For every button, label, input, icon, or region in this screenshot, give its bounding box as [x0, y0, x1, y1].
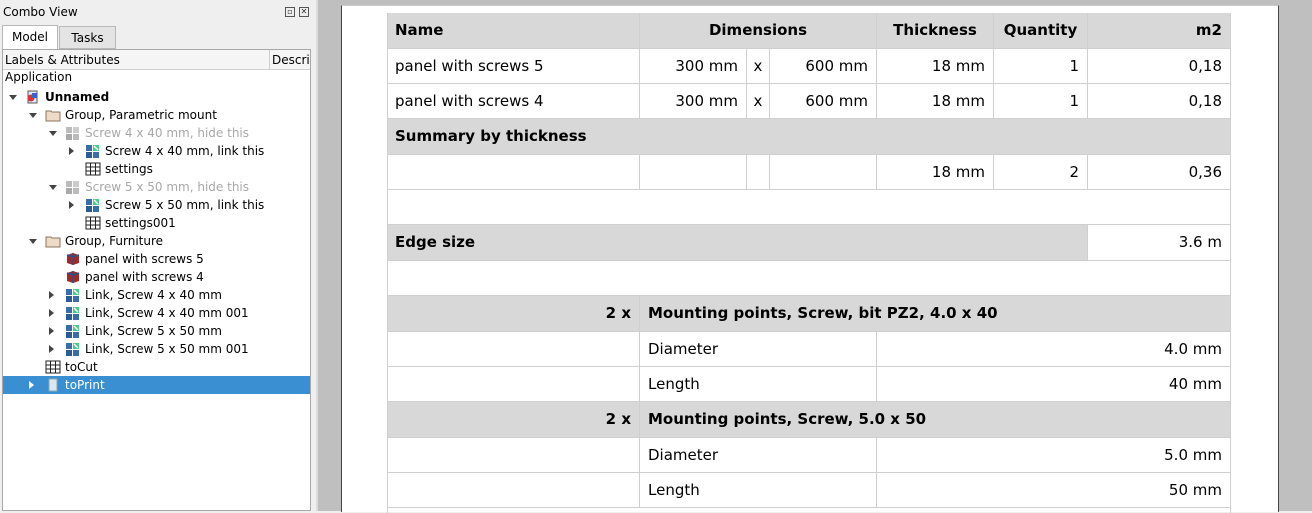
tree-item-label: panel with screws 5	[85, 252, 204, 266]
tree-item-label: Group, Parametric mount	[65, 108, 217, 122]
page-icon	[45, 377, 61, 393]
tree-item-label: settings001	[105, 216, 176, 230]
tree-item[interactable]	[3, 106, 310, 124]
expand-arrow-down-icon[interactable]	[49, 185, 57, 190]
grid-line	[387, 118, 1230, 119]
column-separator[interactable]	[269, 50, 270, 69]
prop-value[interactable]: 5.0 mm	[876, 438, 1230, 473]
folder-icon	[45, 107, 61, 123]
grid-line	[1230, 13, 1231, 513]
summary-m2[interactable]: 0,36	[1087, 155, 1230, 190]
tree-item[interactable]	[3, 142, 310, 160]
summary-title-row	[387, 119, 1230, 155]
expand-arrow-right-icon[interactable]	[29, 381, 34, 389]
mount-title[interactable]: Mounting points, Screw, 5.0 x 50	[639, 402, 1230, 437]
spreadsheet-icon	[85, 215, 101, 231]
mount-header-row	[387, 402, 1230, 438]
tree-item[interactable]	[3, 340, 310, 358]
prop-value[interactable]: 4.0 mm	[876, 332, 1230, 367]
tree-item-label: Link, Screw 4 x 40 mm	[85, 288, 222, 302]
tree-item-label: toPrint	[65, 378, 105, 392]
expand-arrow-right-icon[interactable]	[49, 345, 54, 353]
link-part-icon	[65, 287, 81, 303]
mount-title[interactable]: Mounting points, Screw, bit PZ2, 4.0 x 40	[639, 296, 1230, 331]
table-row	[387, 49, 1230, 85]
tree-item-label: panel with screws 4	[85, 270, 204, 284]
header-dimensions[interactable]: Dimensions	[639, 13, 876, 48]
prop-label[interactable]: Length	[639, 367, 876, 402]
grid-line	[387, 83, 1230, 84]
expand-arrow-right-icon[interactable]	[69, 201, 74, 209]
link-part-icon	[65, 323, 81, 339]
cell-thickness[interactable]: 18 mm	[876, 49, 993, 84]
cell-name[interactable]: panel with screws 5	[395, 57, 544, 75]
tree-item-label: Link, Screw 5 x 50 mm 001	[85, 342, 249, 356]
link-part-icon	[65, 305, 81, 321]
cell-name[interactable]: panel with screws 4	[395, 92, 544, 110]
cell-empty[interactable]	[769, 155, 876, 190]
cell-empty[interactable]	[387, 473, 639, 508]
grid-line	[387, 260, 1230, 261]
cell-m2[interactable]: 0,18	[1087, 49, 1230, 84]
expand-arrow-down-icon[interactable]	[29, 113, 37, 118]
tree-item[interactable]	[3, 322, 310, 340]
cell-width[interactable]: 300 mm	[639, 84, 746, 119]
header-m2[interactable]: m2	[1087, 13, 1230, 48]
prop-label[interactable]: Length	[639, 473, 876, 508]
edge-size-value[interactable]: 3.6 m	[1087, 225, 1230, 260]
summary-thickness[interactable]: 18 mm	[876, 155, 993, 190]
grid-line	[387, 189, 1230, 190]
cell-thickness[interactable]: 18 mm	[876, 84, 993, 119]
close-panel-icon[interactable]: ✕	[300, 7, 308, 16]
document-icon	[25, 89, 41, 105]
expand-arrow-right-icon[interactable]	[49, 291, 54, 299]
tree-item[interactable]	[3, 304, 310, 322]
tree-item-label: Group, Furniture	[65, 234, 164, 248]
cell-quantity[interactable]: 1	[993, 84, 1087, 119]
application-label: Application	[5, 70, 73, 84]
solid-body-icon	[65, 269, 81, 285]
tree-item-application[interactable]	[3, 70, 310, 88]
tree-item-label: toCut	[65, 360, 98, 374]
tree-item-label: Screw 4 x 40 mm, hide this	[85, 126, 250, 140]
spreadsheet-icon	[85, 161, 101, 177]
cell-empty[interactable]	[387, 367, 639, 402]
table-header-row	[387, 13, 1230, 49]
mount-header-row	[387, 296, 1230, 332]
combo-view-title: Combo View	[3, 5, 78, 19]
prop-value[interactable]: 50 mm	[876, 473, 1230, 508]
edge-size-label[interactable]: Edge size	[387, 225, 1087, 260]
cell-quantity[interactable]: 1	[993, 49, 1087, 84]
mount-prop-row	[387, 473, 1230, 509]
tree-item[interactable]	[3, 196, 310, 214]
grid-line	[387, 507, 1230, 508]
tree-item[interactable]	[3, 214, 310, 232]
tree-item[interactable]	[3, 124, 310, 142]
tree-item[interactable]	[3, 232, 310, 250]
mount-prop-row	[387, 332, 1230, 368]
float-panel-icon[interactable]: ▫	[285, 7, 295, 17]
prop-value[interactable]: 40 mm	[876, 367, 1230, 402]
expand-arrow-right-icon[interactable]	[49, 327, 54, 335]
mount-count[interactable]: 2 x	[605, 410, 631, 428]
grid-line	[387, 295, 1230, 296]
summary-quantity[interactable]: 2	[993, 155, 1087, 190]
grid-line	[387, 224, 1230, 225]
part-gray-icon	[65, 179, 81, 195]
link-part-icon	[65, 341, 81, 357]
header-name[interactable]: Name	[395, 21, 444, 39]
tree-item-label: Link, Screw 4 x 40 mm 001	[85, 306, 249, 320]
model-tree	[2, 49, 311, 511]
column-description[interactable]: Descri	[272, 53, 310, 67]
grid-line	[387, 472, 1230, 473]
grid-line	[387, 401, 1230, 402]
tree-item[interactable]	[3, 250, 310, 268]
edge-size-row	[387, 225, 1230, 261]
summary-row	[387, 155, 1230, 191]
summary-title[interactable]: Summary by thickness	[395, 127, 587, 145]
tree-item-label: settings	[105, 162, 153, 176]
link-part-icon	[85, 143, 101, 159]
cell-empty[interactable]	[639, 155, 746, 190]
spreadsheet-icon	[45, 359, 61, 375]
expand-arrow-right-icon[interactable]	[69, 147, 74, 155]
mount-prop-row	[387, 367, 1230, 403]
grid-line	[387, 154, 1230, 155]
column-labels-attributes[interactable]: Labels & Attributes	[5, 53, 120, 67]
cell-x[interactable]: x	[746, 84, 769, 119]
header-quantity[interactable]: Quantity	[993, 13, 1087, 48]
tree-item-label: Screw 5 x 50 mm, hide this	[85, 180, 250, 194]
tree-item-label: Screw 4 x 40 mm, link this	[105, 144, 265, 158]
expand-arrow-down-icon[interactable]	[29, 239, 37, 244]
tree-item-label: Link, Screw 5 x 50 mm	[85, 324, 222, 338]
tab-tasks[interactable]: Tasks	[59, 26, 116, 49]
cell-empty[interactable]	[387, 438, 639, 473]
tree-item[interactable]	[3, 376, 310, 394]
tree-item[interactable]	[3, 178, 310, 196]
empty-row	[387, 190, 1230, 226]
cell-height[interactable]: 600 mm	[769, 49, 876, 84]
prop-label[interactable]: Diameter	[639, 438, 876, 473]
cell-empty[interactable]	[387, 155, 639, 190]
cell-empty[interactable]	[387, 332, 639, 367]
empty-row	[387, 261, 1230, 297]
grid-line	[387, 13, 388, 513]
cell-width[interactable]: 300 mm	[639, 49, 746, 84]
grid-line	[387, 437, 1230, 438]
grid-line	[387, 331, 1230, 332]
tree-item[interactable]	[3, 358, 310, 376]
tree-item[interactable]	[3, 160, 310, 178]
folder-icon	[45, 233, 61, 249]
header-thickness[interactable]: Thickness	[876, 13, 993, 48]
table-row	[387, 84, 1230, 120]
mount-prop-row	[387, 438, 1230, 474]
part-gray-icon	[65, 125, 81, 141]
tree-item[interactable]	[3, 88, 310, 106]
tree-item[interactable]	[3, 286, 310, 304]
expand-arrow-down-icon[interactable]	[49, 131, 57, 136]
mount-count[interactable]: 2 x	[605, 304, 631, 322]
grid-line	[387, 366, 1230, 367]
tree-item[interactable]	[3, 268, 310, 286]
cell-height[interactable]: 600 mm	[769, 84, 876, 119]
tree-header	[3, 50, 311, 70]
expand-arrow-right-icon[interactable]	[49, 309, 54, 317]
solid-body-icon	[65, 251, 81, 267]
cell-empty[interactable]	[746, 155, 769, 190]
prop-label[interactable]: Diameter	[639, 332, 876, 367]
tab-model[interactable]: Model	[2, 25, 58, 49]
cell-m2[interactable]: 0,18	[1087, 84, 1230, 119]
expand-arrow-down-icon[interactable]	[9, 95, 17, 100]
grid-line	[387, 48, 1230, 49]
link-part-icon	[85, 197, 101, 213]
tree-item-label: Unnamed	[45, 90, 110, 104]
cell-x[interactable]: x	[746, 49, 769, 84]
tree-item-label: Screw 5 x 50 mm, link this	[105, 198, 265, 212]
combo-view-panel	[0, 0, 316, 511]
